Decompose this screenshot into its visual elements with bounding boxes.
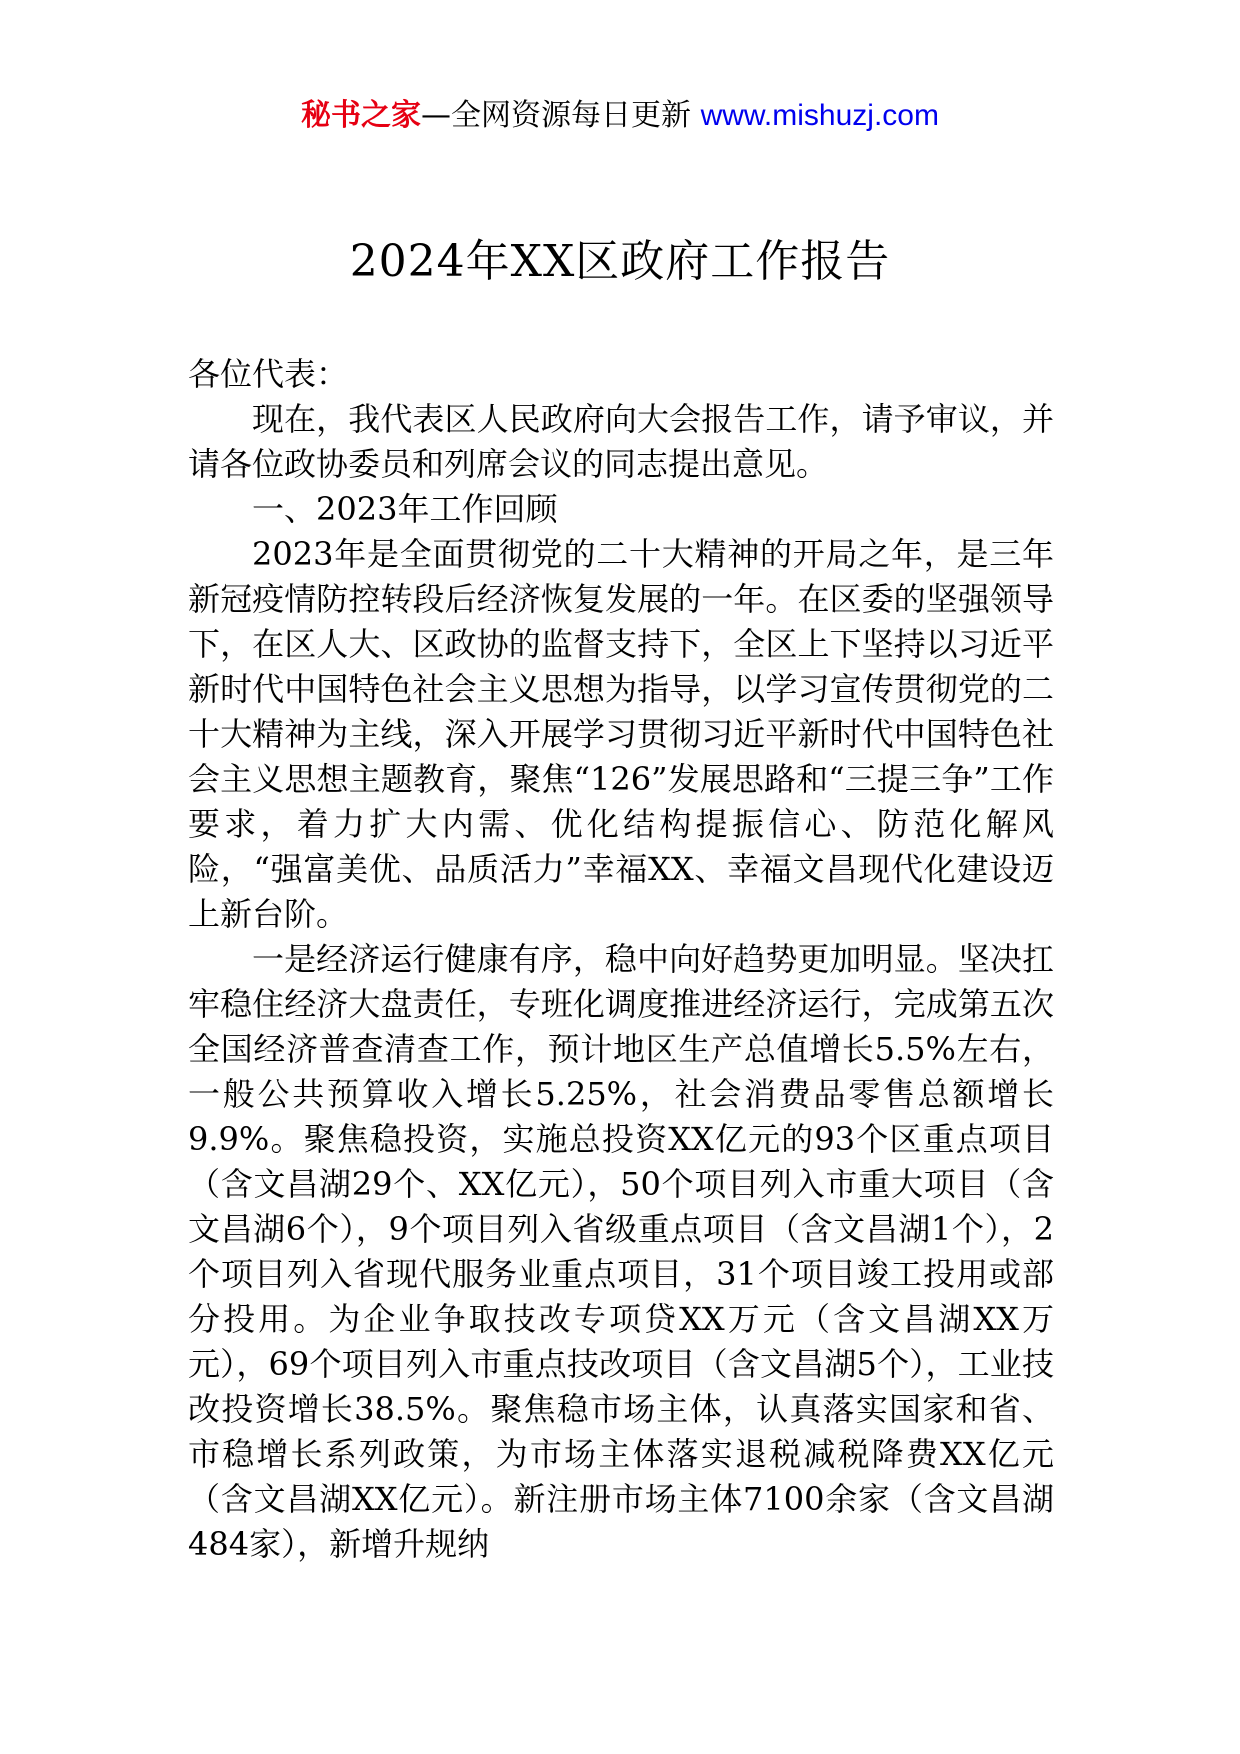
document-title: 2024年XX区政府工作报告: [349, 236, 891, 287]
document-body: [188, 352, 1054, 1567]
section-heading: 一、2023年工作回顾: [252, 490, 558, 528]
banner-url-link[interactable]: www.mishuzj.com: [700, 99, 939, 132]
site-banner: [0, 96, 1240, 136]
body-paragraph: 现在，我代表区人民政府向大会报告工作，请予审议，并请各位政协委员和列席会议的同志提出意见。: [188, 400, 1054, 483]
body-paragraph: 一是经济运行健康有序，稳中向好趋势更加明显。坚决扛牢稳住经济大盘责任，专班化调度推进经济运行，完成第五次全国经济普查清查工作，预计地区生产总值增长5.5%左右，一般公共预算收入增长5.25%，社会消费品零售总额增长9.9%。聚焦稳投资，实施总投资XX亿元的93个区重点项目（含文昌湖29个、XX亿元），50个项目列入市重大项目（含文昌湖6个），9个项目列入省级重点项目（含文昌湖1个），2个项目列入省现代服务业重点项目，31个项目竣工投用或部分投用。为企业争取技改专项贷XX万元（含文昌湖XX万元），69个项目列入市重点技改项目（含文昌湖5个），工业技改投资增长38.5%。聚焦稳市场主体，认真落实国家和省、市稳增长系列政策，为市场主体落实退税减税降费XX亿元（含文昌湖XX亿元）。新注册市场主体7100余家（含文昌湖484家），新增升规纳: [188, 940, 1054, 1563]
banner-slogan: —全网资源每日更新: [421, 98, 692, 133]
salutation: 各位代表：: [188, 355, 349, 393]
body-paragraph: 2023年是全面贯彻党的二十大精神的开局之年，是三年新冠疫情防控转段后经济恢复发展的一年。在区委的坚强领导下，在区人大、区政协的监督支持下，全区上下坚持以习近平新时代中国特色社会主义思想为指导，以学习宣传贯彻党的二十大精神为主线，深入开展学习贯彻习近平新时代中国特色社会主义思想主题教育，聚焦“126”发展思路和“三提三争”工作要求，着力扩大内需、优化结构提振信心、防范化解风险，“强富美优、品质活力”幸福XX、幸福文昌现代化建设迈上新台阶。: [188, 535, 1054, 933]
brand-name: 秘书之家: [301, 98, 422, 133]
